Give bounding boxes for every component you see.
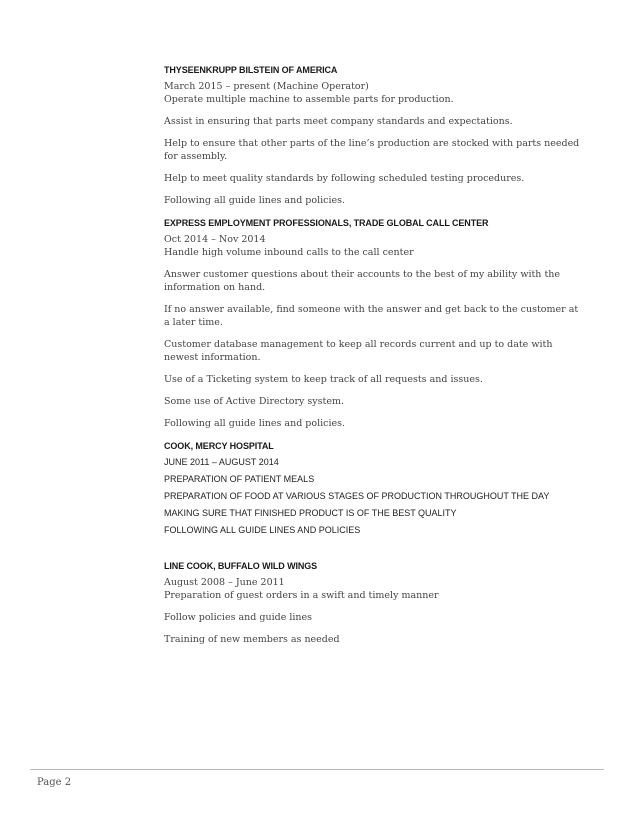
employer-heading: LINE COOK, BUFFALO WILD WINGS — [164, 561, 318, 571]
job-summary: Handle high volume inbound calls to the call center — [164, 247, 414, 258]
job-express-employment — [164, 217, 584, 430]
job-duty: If no answer available, find someone with the answer and get back to the customer at a later time. — [164, 304, 579, 328]
job-dates: August 2008 – June 2011 — [164, 577, 285, 588]
job-buffalo-wild-wings — [164, 560, 584, 646]
job-duty: Customer database management to keep all records current and up to date with newest information. — [164, 339, 553, 363]
job-duty: Help to ensure that other parts of the line’s production are stocked with parts needed for assembly. — [164, 138, 580, 162]
job-duty: PREPARATION OF FOOD AT VARIOUS STAGES OF PRODUCTION THROUGHOUT THE DAY — [164, 491, 550, 501]
job-dates: March 2015 – present (Machine Operator) — [164, 81, 369, 92]
employer-heading: COOK, MERCY HOSPITAL — [164, 441, 274, 451]
employer-heading: EXPRESS EMPLOYMENT PROFESSIONALS, TRADE GLOBAL CALL CENTER — [164, 218, 489, 228]
job-dates: Oct 2014 – Nov 2014 — [164, 234, 266, 245]
job-summary: Operate multiple machine to assemble parts for production. — [164, 94, 454, 105]
job-summary: Preparation of guest orders in a swift and timely manner — [164, 590, 439, 601]
job-duty: Training of new members as needed — [164, 634, 340, 645]
job-duty: FOLLOWING ALL GUIDE LINES AND POLICIES — [164, 525, 361, 535]
job-duty: Following all guide lines and policies. — [164, 418, 346, 429]
job-duty: Use of a Ticketing system to keep track of all requests and issues. — [164, 374, 483, 385]
work-history — [164, 64, 584, 646]
job-duty: PREPARATION OF PATIENT MEALS — [164, 474, 315, 484]
job-duty: Some use of Active Directory system. — [164, 396, 345, 407]
job-duty: Follow policies and guide lines — [164, 612, 313, 623]
job-duty: Assist in ensuring that parts meet company standards and expectations. — [164, 116, 513, 127]
footer-divider — [30, 769, 604, 770]
employer-heading: THYSEENKRUPP BILSTEIN OF AMERICA — [164, 65, 338, 75]
job-duty: Help to meet quality standards by following scheduled testing procedures. — [164, 173, 525, 184]
job-mercy-hospital — [164, 440, 584, 536]
job-duty: Answer customer questions about their accounts to the best of my ability with the information on hand. — [164, 269, 560, 293]
job-duty: MAKING SURE THAT FINISHED PRODUCT IS OF THE BEST QUALITY — [164, 508, 457, 518]
job-dates: JUNE 2011 – AUGUST 2014 — [164, 457, 279, 467]
job-duty: Following all guide lines and policies. — [164, 195, 346, 206]
job-thyssenkrupp — [164, 64, 584, 207]
page-number: Page 2 — [37, 777, 72, 788]
